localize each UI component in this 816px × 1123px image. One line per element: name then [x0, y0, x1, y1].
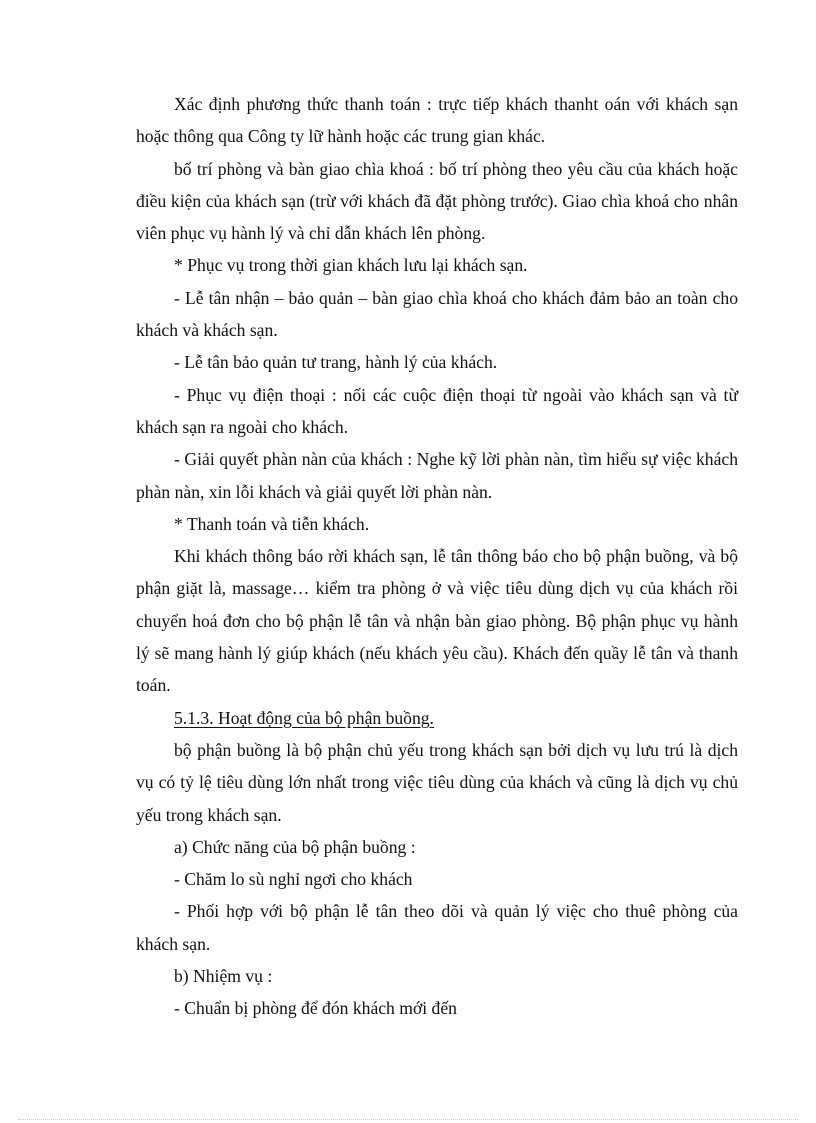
paragraph-complaint-handling: - Giải quyết phàn nàn của khách : Nghe kỹ lời phàn nàn, tìm hiểu sự việc khách phàn nàn, xin lỗi khách và giải quyết lời phàn nàn. [136, 449, 738, 502]
document-body [136, 88, 738, 1025]
paragraph-key-handling: - Lễ tân nhận – bảo quản – bàn giao chìa khoá cho khách đảm bảo an toàn cho khách và khách sạn. [136, 287, 738, 341]
paragraph-duty-prepare-room: - Chuẩn bị phòng để đón khách mới đến [174, 998, 457, 1019]
paragraph-duties-heading: b) Nhiệm vụ : [174, 966, 273, 987]
paragraph-checkout-process: Khi khách thông báo rời khách sạn, lễ tân thông báo cho bộ phận buồng, và bộ phận giặt là, massage… kiểm tra phòng ở và việc tiêu dùng dịch vụ của khách rồi chuyển hoá đơn cho bộ phận lễ tân và nhận bàn giao phòng. Bộ phận phục vụ hành lý sẽ mang hành lý giúp khách (nếu khách yêu cầu). Khách đến quầy lễ tân và thanh toán. [136, 546, 738, 696]
paragraph-room-assignment: bố trí phòng và bàn giao chìa khoá : bố trí phòng theo yêu cầu của khách hoặc điều kiện của khách sạn (trừ với khách đã đặt phòng trước). Giao chìa khoá cho nhân viên phục vụ hành lý và chỉ dẫn khách lên phòng. [136, 158, 738, 244]
paragraph-functions-heading: a) Chức năng của bộ phận buồng : [174, 836, 416, 857]
paragraph-phone-service: - Phục vụ điện thoại : nối các cuộc điện thoại từ ngoài vào khách sạn và từ khách sạn ra ngoài cho khách. [136, 384, 738, 437]
paragraph-checkout-heading: * Thanh toán và tiễn khách. [174, 513, 370, 534]
section-heading-housekeeping: 5.1.3. Hoạt động của bộ phận buồng. [174, 707, 434, 728]
paragraph-function-rest: - Chăm lo sù nghỉ ngơi cho khách [174, 869, 413, 890]
paragraph-luggage-custody: - Lễ tân bảo quản tư trang, hành lý của khách. [174, 352, 498, 373]
paragraph-payment-method: Xác định phương thức thanh toán : trực tiếp khách thanht oán với khách sạn hoặc thông qua Công ty lữ hành hoặc các trung gian khác. [136, 94, 738, 147]
footer-dotted-divider [18, 1119, 798, 1120]
paragraph-function-coordination: - Phối hợp với bộ phận lễ tân theo dõi và quản lý việc cho thuê phòng của khách sạn. [136, 901, 738, 954]
paragraph-housekeeping-intro: bộ phận buồng là bộ phận chủ yếu trong khách sạn bởi dịch vụ lưu trú là dịch vụ có tỷ lệ tiêu dùng lớn nhất trong việc tiêu dùng của khách và cũng là dịch vụ chủ yếu trong khách sạn. [136, 739, 738, 825]
paragraph-stay-service-heading: * Phục vụ trong thời gian khách lưu lại khách sạn. [174, 255, 528, 276]
